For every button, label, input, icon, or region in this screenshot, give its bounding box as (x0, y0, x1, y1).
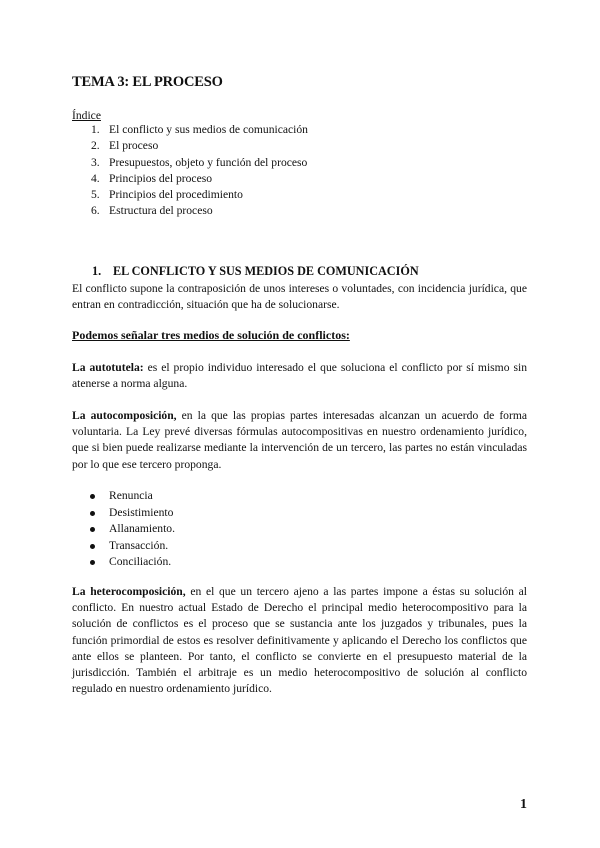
index-item-number: 3. (91, 155, 100, 169)
list-item-text: Desistimiento (109, 505, 174, 519)
index-item-text: Principios del procedimiento (109, 188, 243, 202)
bullet-icon (90, 527, 95, 532)
index-item-number: 5. (91, 188, 100, 202)
heterocomposicion-text: en el que un tercero ajeno a las partes impone a éstas su solución al conflicto. En nuestro actual Estado de Derecho el principal medio heterocompositivo para la solución de conflictos es el proceso que se sustancia ante los juzgados y tribunales, pues la función primordial de estos es resolver definitivamente y aplicando el Derecho los conflictos que ante ellos se planteen. Por tanto, el conflicto se convierte en el presupuesto material de la jurisdicción. También el arbitraje es un medio heterocompositivo de solución al conflicto regulado en nuestro ordenamiento jurídico. (72, 585, 527, 696)
list-item-text: Conciliación. (109, 555, 172, 568)
index-item-number: 2. (91, 139, 100, 153)
index-item-text: El proceso (109, 139, 159, 153)
autocomposicion-term: La autocomposición, (72, 409, 177, 422)
heterocomposicion-paragraph (72, 584, 527, 697)
page-number: 1 (520, 797, 527, 812)
bullet-icon (90, 511, 95, 516)
section-heading (92, 264, 419, 279)
intro-paragraph: El conflicto supone la contraposición de unos intereses o voluntades, con incidencia jurídica, que entran en contradicción, situación que ha de solucionarse. (72, 282, 527, 312)
autotutela-term: La autotutela: (72, 361, 144, 374)
index-item-text: Presupuestos, objeto y función del proceso (109, 155, 308, 169)
bullet-icon (90, 494, 95, 499)
index-item-text: El conflicto y sus medios de comunicación (109, 123, 308, 136)
section-number: 1. (92, 264, 102, 278)
subheading: Podemos señalar tres medios de solución de conflictos: (72, 328, 350, 342)
autotutela-text: es el propio individuo interesado el que soluciona el conflicto por sí mismo sin atenerse a norma alguna. (72, 361, 528, 391)
index-item-text: Principios del proceso (109, 171, 213, 185)
document-title: TEMA 3: EL PROCESO (72, 74, 223, 90)
autocomposicion-paragraph (72, 408, 527, 473)
heterocomposicion-term: La heterocomposición, (72, 585, 186, 598)
bullet-icon (90, 544, 95, 549)
index-item-number: 4. (91, 171, 100, 185)
section-title: EL CONFLICTO Y SUS MEDIOS DE COMUNICACIÓN (113, 264, 419, 278)
index-item-number: 1. (91, 123, 100, 136)
list-item-text: Transacción. (109, 538, 169, 552)
index-item-text: Estructura del proceso (109, 204, 213, 218)
bullet-icon (90, 560, 95, 565)
index-item-number: 6. (91, 204, 100, 218)
list-item-text: Renuncia (109, 489, 153, 502)
autotutela-paragraph (72, 360, 527, 392)
index-heading: Índice (72, 109, 101, 122)
list-item-text: Allanamiento. (109, 522, 176, 535)
autocomposicion-text: en la que las propias partes interesadas alcanzan un acuerdo de forma voluntaria. La Ley prevé diversas fórmulas autocompositivas en nuestro ordenamiento jurídico, que si bien puede realizarse mediante la intervención de un tercero, las partes no están vinculadas por lo que ese tercero proponga. (72, 409, 528, 471)
